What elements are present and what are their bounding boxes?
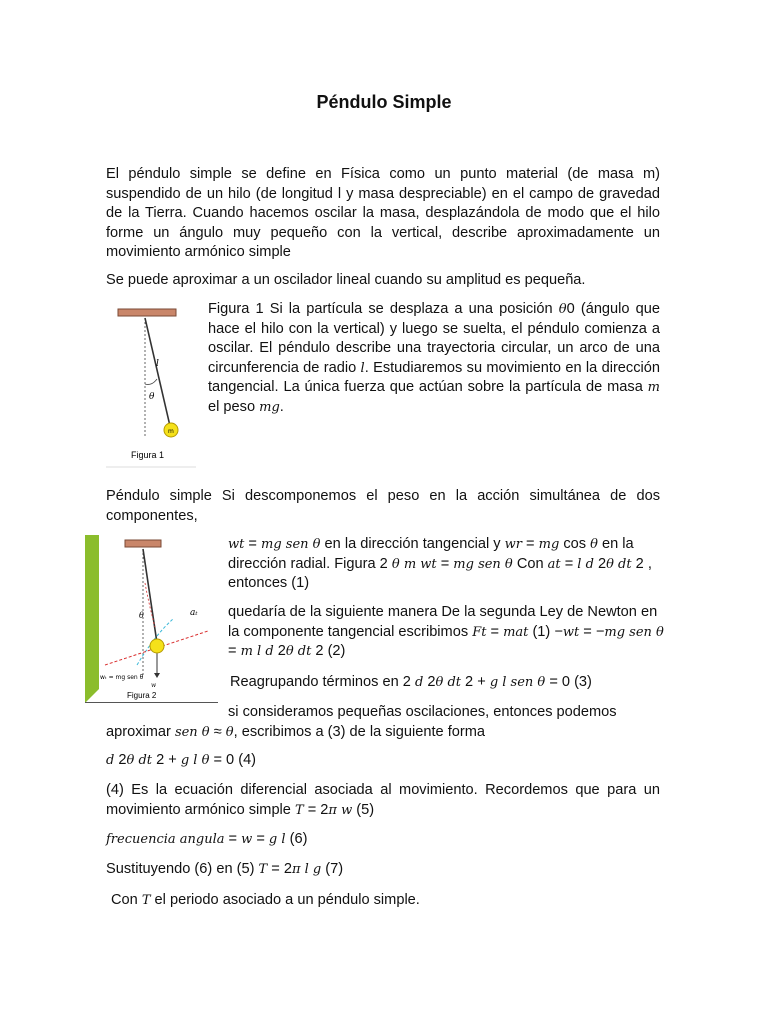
text-run: 2 — [273, 643, 286, 659]
text-run: cos — [559, 536, 591, 552]
text-run: = — [436, 555, 454, 572]
figure-1 — [106, 304, 198, 468]
math-run: T — [294, 802, 304, 818]
math-run: Ft — [472, 624, 487, 640]
newton-law-text — [228, 603, 664, 662]
substitution-paragraph — [106, 860, 662, 880]
pendulum-string — [143, 549, 157, 643]
ceiling-support — [118, 309, 176, 316]
figure-1-description — [208, 300, 660, 417]
text-run: si consideramos pequeñas oscilaciones, entonces podemos aproximar — [106, 704, 617, 740]
text-run: = — [224, 831, 242, 847]
math-m: m — [647, 380, 660, 395]
force-components-text — [228, 535, 664, 594]
text-run: Con — [111, 892, 142, 908]
equation-6 — [106, 830, 662, 850]
text-run: (4) Es la ecuación diferencial asociada al movimiento. Recordemos que para un movimiento armónico simple — [106, 782, 660, 818]
pendulum-bob — [150, 639, 164, 653]
text-run: 2 — [593, 555, 607, 572]
text-run: en la dirección tangencial y — [320, 536, 505, 552]
math-l: l — [360, 360, 365, 376]
text-run: 0 (ángulo que hace el hilo con la vertical) y luego se suelta, el péndulo comienza a oscilar. El péndulo describe una trayectoria circular, un arco de una circunferencia de radio — [208, 301, 660, 376]
text-run: 2 , entonces (1) — [228, 555, 652, 591]
text-run: quedaría de la siguiente manera De la segunda Ley de Newton en la componente tangencial escribimos — [228, 604, 658, 640]
text-run: = — [486, 623, 504, 640]
pendulum-string — [145, 318, 170, 426]
math-run: π w — [328, 802, 353, 818]
text-run: 2 — [114, 752, 127, 768]
decomposition-paragraph: Péndulo simple Si descomponemos el peso en la acción simultánea de dos componentes, — [106, 488, 660, 524]
math-run: wt — [228, 537, 245, 552]
text-run: (1) − — [528, 623, 563, 640]
text-run: el peso — [208, 398, 260, 415]
text-run: Figura 1 Si la partícula se desplaza a una posición — [208, 301, 559, 317]
math-run: mg sen θ — [604, 624, 664, 640]
math-run: θ dt — [435, 675, 461, 690]
text-run: (7) — [321, 861, 344, 877]
math-run: d — [106, 753, 115, 768]
text-run: , escribimos a (3) de la siguiente forma — [233, 723, 486, 740]
figure-2-caption: Figura 2 — [127, 691, 157, 700]
figure-2-diagram — [85, 535, 218, 703]
math-run: d — [414, 675, 424, 690]
text-run: = — [521, 536, 539, 552]
math-run: θ — [225, 724, 234, 740]
text-run: (5) — [352, 801, 375, 818]
math-run: g l — [268, 832, 286, 847]
math-run: mg sen θ — [261, 537, 321, 552]
text-run: Con — [512, 555, 548, 572]
math-theta: θ — [558, 302, 567, 317]
text-run: . — [279, 398, 284, 415]
math-run: π l g — [291, 862, 322, 877]
tangential-accel-label: aₜ — [190, 608, 198, 618]
math-run: g l sen θ — [489, 675, 546, 690]
figure-2 — [85, 535, 218, 703]
amplitude-paragraph: Se puede aproximar a un oscilador lineal cuando su amplitud es pequeña. — [106, 272, 586, 288]
math-run: frecuencia angula — [106, 832, 225, 847]
text-run: 2 + — [152, 752, 181, 768]
math-run: mg — [538, 537, 560, 552]
math-run: wr — [504, 537, 522, 552]
math-run: w — [241, 832, 253, 847]
math-run: at — [547, 556, 561, 572]
text-run: = − — [579, 623, 605, 640]
math-run: θ dt — [285, 644, 312, 659]
math-run: sen θ — [174, 724, 210, 740]
differential-equation-paragraph — [106, 781, 660, 820]
text-run: . Estudiaremos su movimiento en la dirección tangencial. La única fuerza que actúan sobre la partícula de masa — [208, 359, 660, 395]
theta-label: θ — [139, 611, 144, 620]
math-run: g l θ — [180, 753, 210, 768]
text-run: = 2 — [267, 861, 292, 877]
angle-arc — [145, 379, 157, 384]
text-run: Sustituyendo (6) en (5) — [106, 861, 259, 877]
small-oscillations-paragraph — [106, 703, 662, 742]
text-run: = 0 (3) — [545, 674, 592, 690]
weight-label: w — [151, 682, 157, 689]
regrouping-text — [230, 673, 664, 693]
figure-1-caption: Figura 1 — [131, 450, 165, 460]
text-run: = — [228, 643, 241, 659]
text-run: = — [252, 831, 269, 847]
math-run: mg sen θ — [453, 556, 513, 572]
theta-label: θ — [149, 392, 155, 402]
text-run: = — [560, 555, 578, 572]
math-run: wt — [562, 624, 580, 640]
math-run: l d — [577, 556, 594, 572]
text-run: ≈ — [209, 723, 226, 740]
math-run: T — [258, 862, 268, 877]
text-run: 2 + — [461, 674, 490, 690]
math-run: θ m wt — [391, 556, 437, 572]
green-band — [85, 535, 99, 703]
math-run: θ dt — [606, 556, 632, 572]
math-run: θ dt — [126, 753, 153, 768]
equation-4 — [106, 751, 662, 771]
period-paragraph — [111, 891, 662, 911]
weight-arrowhead — [154, 673, 160, 678]
text-run: 2 (2) — [311, 643, 346, 659]
text-run: Reagrupando términos en 2 — [230, 674, 415, 690]
math-mg: mg — [259, 399, 280, 415]
math-run: θ — [590, 537, 598, 552]
length-label: l — [156, 359, 159, 369]
text-run: = 2 — [303, 801, 329, 818]
text-run: = 0 (4) — [209, 752, 257, 768]
text-run: el periodo asociado a un péndulo simple. — [150, 892, 420, 908]
mass-label: m — [168, 428, 174, 435]
text-run: = — [244, 536, 261, 552]
weight-tangential-label: wₜ = mg sen θ — [100, 674, 144, 681]
math-run: m l d — [240, 644, 274, 659]
ceiling-support — [125, 540, 161, 547]
text-run: en la dirección radial. Figura 2 — [228, 536, 634, 572]
page-title: Péndulo Simple — [316, 92, 452, 112]
math-run: T — [141, 893, 151, 908]
intro-paragraph: El péndulo simple se define en Física como un punto material (de masa m) suspendido de un hilo (de longitud l y masa despreciable) en el campo de gravedad de la Tierra. Cuando hacemos oscilar la masa, desplazándola de modo que el hilo forme un ángulo muy pequeño con la vertical, describe aproximadamente un movimiento armónico simple — [106, 166, 660, 260]
figure-1-diagram — [106, 304, 198, 468]
text-run: 2 — [423, 674, 436, 690]
text-run: (6) — [285, 831, 308, 847]
math-run: mat — [503, 624, 529, 640]
